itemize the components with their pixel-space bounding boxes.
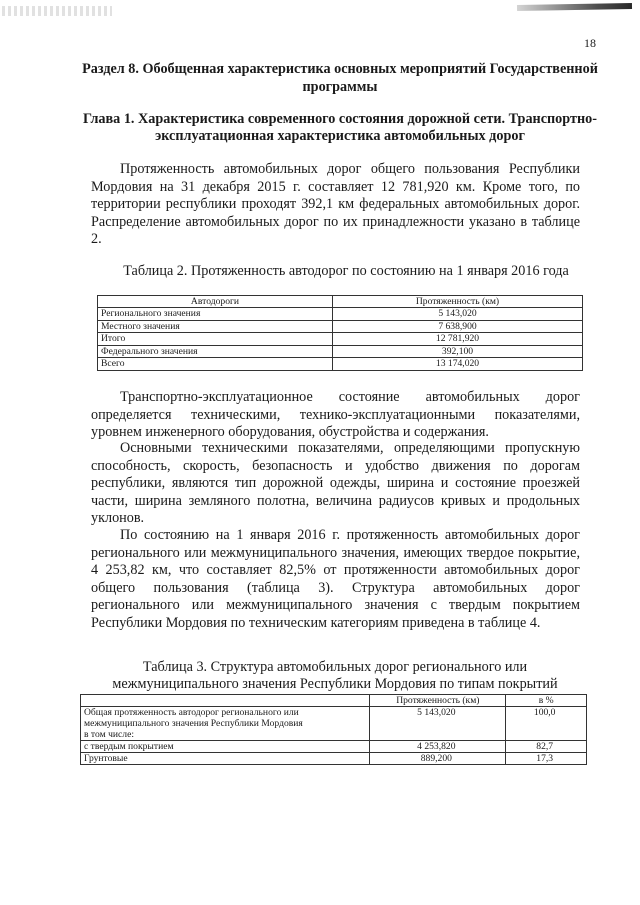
table3-cell-name: с твердым покрытием <box>81 741 370 753</box>
table2-cell-name: Регионального значения <box>98 308 333 321</box>
table-row <box>98 345 583 358</box>
table3-subheading: в том числе: <box>84 729 135 740</box>
table2-road-length <box>97 295 583 371</box>
table-row <box>81 741 587 753</box>
table3-cell-percent: 100,0 <box>506 707 587 741</box>
table2-caption: Таблица 2. Протяженность автодорог по состоянию на 1 января 2016 года <box>123 263 569 279</box>
table2-cell-name: Местного значения <box>98 320 333 333</box>
table3-caption: Таблица 3. Структура автомобильных дорог регионального или межмуниципального значения Республики Мордовия по типам покрытий <box>112 659 558 692</box>
scan-artifact-right <box>517 3 632 11</box>
table3-cell-length: 889,200 <box>370 753 506 765</box>
paragraph-road-length: Протяженность автомобильных дорог общего пользования Республики Мордовия на 31 декабря 2015 г. составляет 12 781,920 км. Кроме того, по территории республики проходят 392,1 км федеральных автомобильных дорог. Распределение автомобильных дорог по их принадлежности указано в таблице 2. <box>91 161 580 248</box>
table3-cell-percent: 17,3 <box>506 753 587 765</box>
table3-header-percent: в % <box>506 695 587 707</box>
table2-header-roads: Автодороги <box>98 296 333 308</box>
chapter-title: Глава 1. Характеристика современного состояния дорожной сети. Транспортно-эксплуатационная характеристика автомобильных дорог <box>83 111 597 144</box>
table-header-row <box>81 695 587 707</box>
table-row <box>98 358 583 371</box>
table3-cell-percent: 82,7 <box>506 741 587 753</box>
table2-header-length: Протяженность (км) <box>333 296 583 308</box>
table3-cell-name: Грунтовые <box>81 753 370 765</box>
table2-cell-value: 12 781,920 <box>333 333 583 346</box>
table2-cell-name: Федерального значения <box>98 345 333 358</box>
table-row <box>81 753 587 765</box>
paragraph-hard-surface: По состоянию на 1 января 2016 г. протяженность автомобильных дорог регионального или межмуниципального значения, имеющих твердое покрытие, 4 253,82 км, что составляет 82,5% от протяженности автомобильных дорог общего пользования (таблица 3). Структура автомобильных дорог регионального или межмуниципального значения с твердым покрытием Республики Мордовия по техническим категориям приведена в таблице 4. <box>91 527 580 631</box>
table3-surface-structure <box>80 694 587 765</box>
table2-cell-value: 392,100 <box>333 345 583 358</box>
table2-cell-value: 13 174,020 <box>333 358 583 371</box>
section-title: Раздел 8. Обобщенная характеристика основных мероприятий Государственной программы <box>82 61 598 95</box>
page-number: 18 <box>584 36 596 50</box>
paragraph-technical-indicators: Основными техническими показателями, определяющими пропускную способность, скорость, безопасность и удобство движения по дорогам республики, являются тип дорожной одежды, ширина и состояние проезжей части, ширина земляного полотна, величина радиусов кривых и продольных уклонов. <box>91 440 580 527</box>
table3-cell-name <box>81 707 370 741</box>
table-header-row <box>98 296 583 308</box>
table3-header-blank <box>81 695 370 707</box>
table-row <box>98 308 583 321</box>
scan-artifact-left <box>2 6 112 16</box>
table2-cell-value: 5 143,020 <box>333 308 583 321</box>
table2-cell-value: 7 638,900 <box>333 320 583 333</box>
table3-cell-length: 4 253,820 <box>370 741 506 753</box>
table3-header-length: Протяженность (км) <box>370 695 506 707</box>
table3-cell-length: 5 143,020 <box>370 707 506 741</box>
paragraph-transport-state: Транспортно-эксплуатационное состояние автомобильных дорог определяется техническими, технико-эксплуатационными показателями, уровнем инженерного оборудования, обустройства и содержания. <box>91 389 580 441</box>
table-row <box>81 707 587 741</box>
table-row <box>98 320 583 333</box>
table-row <box>98 333 583 346</box>
table2-cell-name: Итого <box>98 333 333 346</box>
table2-cell-name: Всего <box>98 358 333 371</box>
table3-total-label: Общая протяженность автодорог регионального или межмуниципального значения Республики Мордовия <box>84 707 303 729</box>
